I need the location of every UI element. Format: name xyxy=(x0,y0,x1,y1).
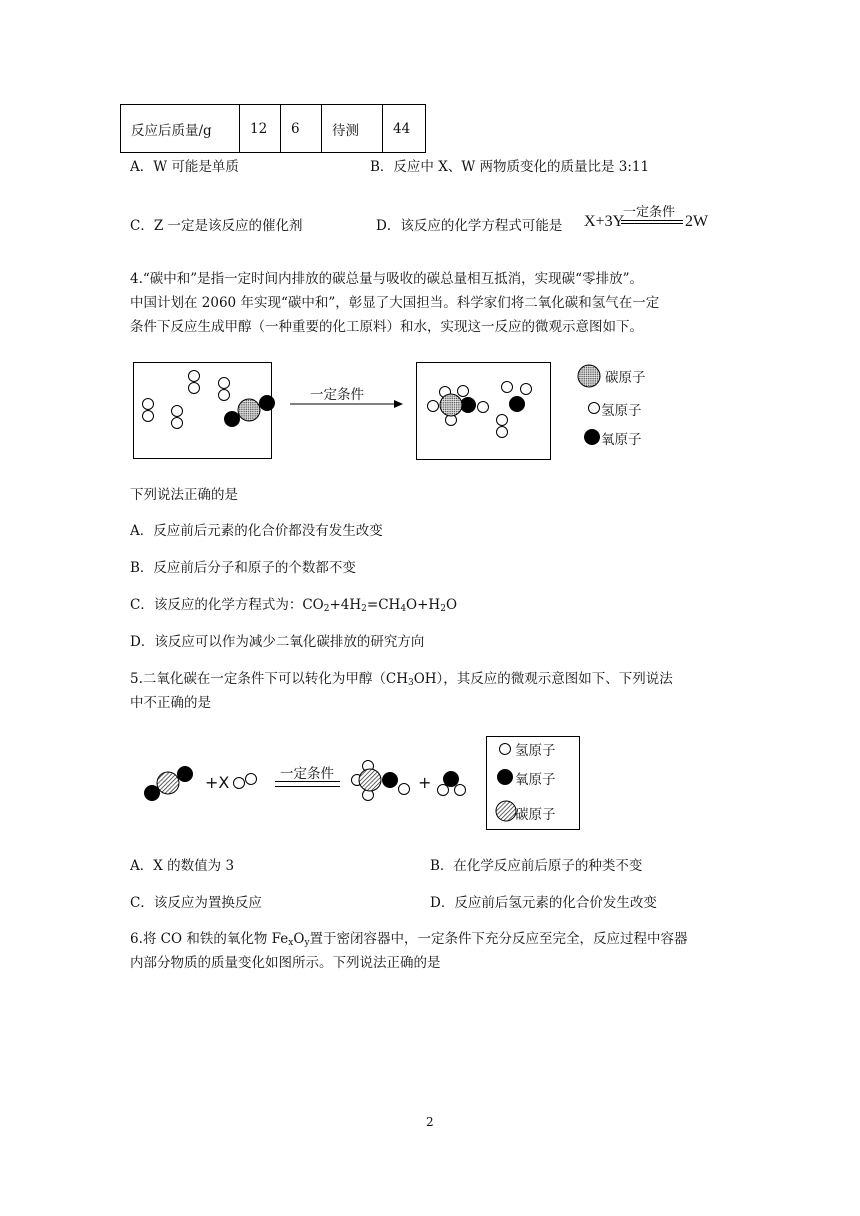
hydrogen-legend-icon xyxy=(589,403,600,414)
q5-option-d: D．反应前后氢元素的化合价发生改变 xyxy=(430,895,657,911)
hydrogen-atom xyxy=(189,371,200,382)
oxygen-atom xyxy=(509,396,525,412)
oxygen-atom xyxy=(177,766,193,782)
hydrogen-atom xyxy=(172,406,183,417)
oxygen-legend-icon xyxy=(584,429,600,445)
hydrogen-atom xyxy=(521,384,532,395)
carbon-legend-icon xyxy=(578,365,600,387)
legend-oxygen-label: 氧原子 xyxy=(601,432,642,448)
oxygen-atom xyxy=(259,395,275,411)
table-cell-value: 44 xyxy=(383,105,426,153)
legend-carbon-label: 碳原子 xyxy=(605,370,646,386)
q4-option-d: D．该反应可以作为减少二氧化碳排放的研究方向 xyxy=(130,634,425,650)
q4-stem-line3: 条件下反应生成甲醇（一种重要的化工原料）和水，实现这一反应的微观示意图如下。 xyxy=(130,319,643,335)
reaction-arrow xyxy=(290,398,405,410)
hydrogen-atom xyxy=(438,785,449,796)
q5-stem-line1: 5.二氧化碳在一定条件下可以转化为甲醇$(CH_3OH)$，其反应的微观示意图如下、下列说法 xyxy=(130,671,673,688)
carbon-atom xyxy=(359,769,381,791)
hydrogen-atom xyxy=(219,378,230,389)
q4-option-b: B．反应前后分子和原子的个数都不变 xyxy=(130,560,356,576)
q4-question: 下列说法正确的是 xyxy=(130,487,238,503)
q5-legend-oxygen: 氧原子 xyxy=(515,772,556,788)
mass-table xyxy=(120,104,426,153)
products-molecules xyxy=(416,362,551,460)
table-cell-value: 待测 xyxy=(322,105,383,153)
carbon-legend-icon xyxy=(496,801,516,821)
hydrogen-atom xyxy=(502,382,513,393)
hydrogen-atom xyxy=(399,784,410,795)
q5-stem-line2: 中不正确的是 xyxy=(130,695,211,711)
oxygen-atom xyxy=(224,411,240,427)
equation-product: 2W xyxy=(685,213,709,230)
q3-option-c: C．Z 一定是该反应的催化剂 xyxy=(130,218,303,234)
hydrogen-atom xyxy=(497,427,508,438)
equation-reactants: X+3Y xyxy=(584,213,625,230)
table-cell-label: 反应后质量/g xyxy=(121,105,240,153)
q6-stem-line2: 内部分物质的质量变化如图所示。下列说法正确的是 xyxy=(130,955,441,971)
hydrogen-atom xyxy=(189,383,200,394)
hydrogen-atom xyxy=(455,785,466,796)
table-cell-value: 6 xyxy=(281,105,322,153)
equation-condition: 一定条件 xyxy=(623,205,676,220)
hydrogen-atom xyxy=(172,418,183,429)
q5-legend-carbon: 碳原子 xyxy=(515,807,556,823)
hydrogen-atom xyxy=(497,415,508,426)
oxygen-atom xyxy=(382,772,398,788)
page-number: 2 xyxy=(426,1115,434,1129)
q5-plus: + xyxy=(418,773,432,792)
hydrogen-atom xyxy=(234,778,245,789)
legend-hydrogen-label: 氢原子 xyxy=(601,403,642,419)
hydrogen-atom xyxy=(246,774,257,785)
q5-option-c: C．该反应为置换反应 xyxy=(130,895,262,911)
q5-plus-x: +X xyxy=(205,773,230,792)
hydrogen-atom xyxy=(428,401,439,412)
q4-stem-line1: 4.“碳中和”是指一定时间内排放的碳总量与吸收的碳总量相互抵消，实现碳“零排放”。 xyxy=(130,271,643,287)
hydrogen-atom xyxy=(219,390,230,401)
q5-legend-hydrogen: 氢原子 xyxy=(515,743,556,759)
carbon-atom xyxy=(157,772,179,794)
hydrogen-atom xyxy=(458,386,469,397)
reactants-molecules xyxy=(133,362,272,459)
q5-option-a: A．X 的数值为 3 xyxy=(130,858,235,874)
q4-option-c: C．该反应的化学方程式为：$CO_2+4H_2=CH_4O+H_2O$ xyxy=(130,597,458,614)
q4-stem-line2: 中国计划在 2060 年实现“碳中和”，彰显了大国担当。科学家们将二氧化碳和氢气在一定 xyxy=(130,295,660,311)
oxygen-legend-icon xyxy=(497,769,513,785)
q5-equals-line xyxy=(275,781,340,787)
q4-option-a: A．反应前后元素的化合价都没有发生改变 xyxy=(130,523,383,539)
q5-condition-label: 一定条件 xyxy=(280,766,334,782)
table-cell-value: 12 xyxy=(240,105,281,153)
q3-option-a: A．W 可能是单质 xyxy=(130,159,239,175)
hydrogen-atom xyxy=(143,411,154,422)
hydrogen-legend-icon xyxy=(500,744,511,755)
q6-stem-line1: 6.将 CO 和铁的氧化物 $Fe_xO_y$置于密闭容器中，一定条件下充分反应至完全，反应过程中容器 xyxy=(130,931,688,948)
carbon-atom xyxy=(238,399,260,421)
q5-option-b: B．在化学反应前后原子的种类不变 xyxy=(430,858,643,874)
hydrogen-atom xyxy=(143,399,154,410)
carbon-atom xyxy=(440,394,462,416)
arrow-condition-label: 一定条件 xyxy=(310,387,364,403)
equation-double-line xyxy=(621,220,683,224)
q3-option-d: D．该反应的化学方程式可能是 xyxy=(376,218,563,234)
hydrogen-atom xyxy=(478,402,489,413)
q3-option-b: B．反应中 X、W 两物质变化的质量比是 3:11 xyxy=(370,159,650,175)
